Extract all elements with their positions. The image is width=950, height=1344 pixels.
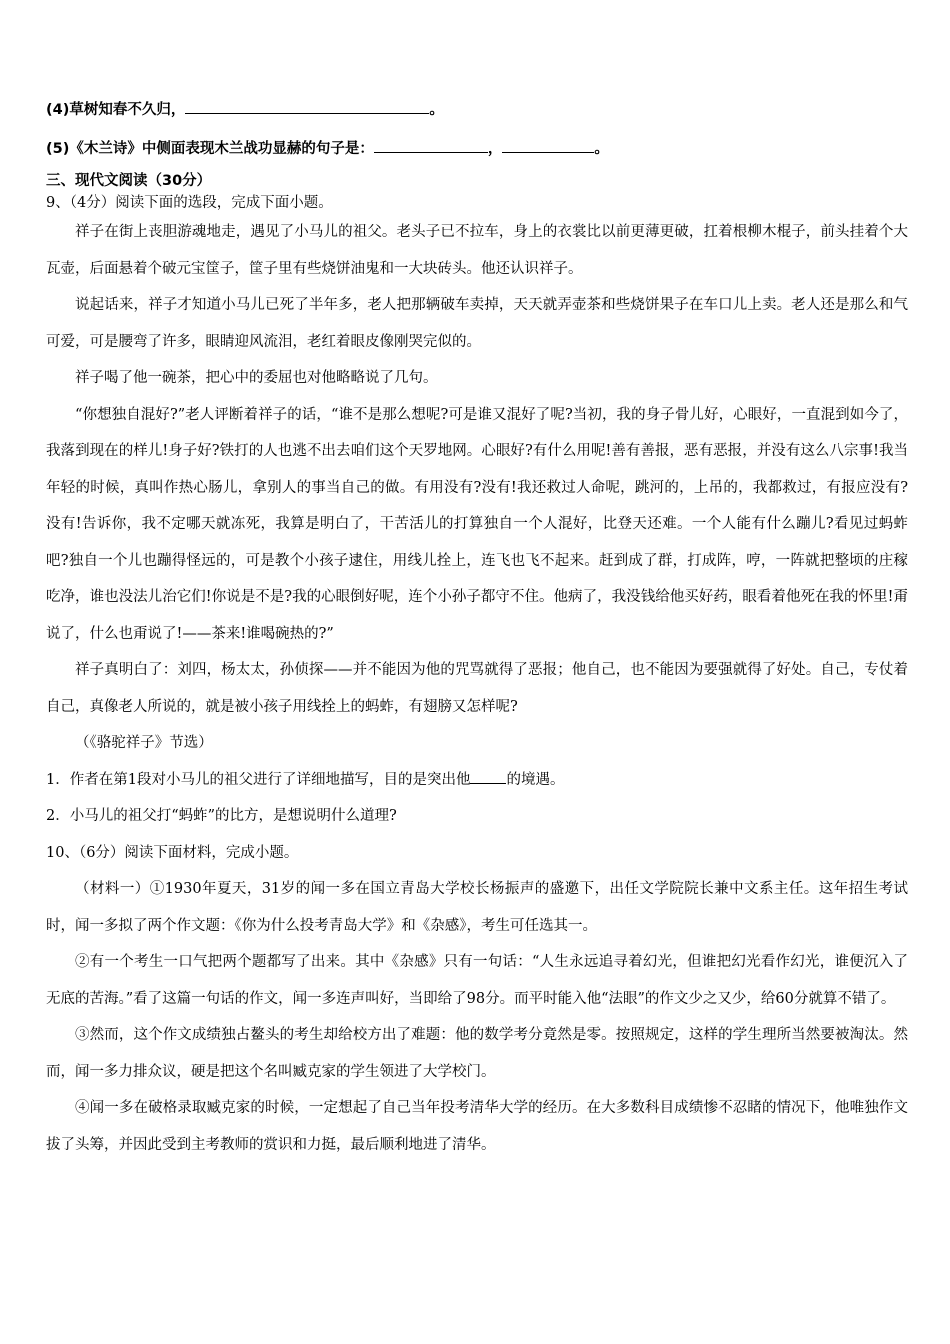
q4-answer-blank[interactable] <box>185 98 429 114</box>
q9-sub1-end: 的境遇。 <box>506 771 565 788</box>
exam-page <box>46 98 908 1163</box>
q5-separator: ， <box>487 141 503 157</box>
q5-answer-blank-1[interactable] <box>374 137 488 153</box>
q9-passage-paragraph: 祥子在街上丧胆游魂地走，遇见了小马儿的祖父。老头子已不拉车，身上的衣裳比以前更薄更破，扛着根柳木棍子，前头挂着个大瓦壶，后面悬着个破元宝筐子，筐子里有些烧饼油鬼和一大块砖头。他还认识祥子。 <box>46 224 908 277</box>
q5-end: 。 <box>594 141 609 157</box>
q9-sub1-text: 1．作者在第1段对小马儿的祖父进行了详细地描写，目的是突出他 <box>46 771 471 788</box>
q9-subquestion-1 <box>46 762 908 799</box>
q9-passage-paragraph: 说起话来，祥子才知道小马儿已死了半年多，老人把那辆破车卖掉，天天就弄壶茶和些烧饼果子在车口儿上卖。老人还是那么和气可爱，可是腰弯了许多，眼睛迎风流泪，老红着眼皮像刚哭完似的。 <box>46 297 908 350</box>
q5-answer-blank-2[interactable] <box>502 137 594 153</box>
q4-end: 。 <box>429 102 444 118</box>
q10-intro: 10、（6分）阅读下面材料，完成小题。 <box>46 844 299 861</box>
q9-passage-paragraph: 祥子真明白了：刘四，杨太太，孙侦探——并不能因为他的咒骂就得了恶报；他自己，也不能因为要强就得了好处。自己，专仗着自己，真像老人所说的，就是被小孩子用线拴上的蚂蚱，有翅膀又怎样呢? <box>46 662 908 715</box>
q4-prompt: (4)草树知春不久归， <box>46 102 186 118</box>
q9-passage-paragraph: 祥子喝了他一碗茶，把心中的委屈也对他略略说了几句。 <box>75 370 438 386</box>
q9-passage-paragraph: “你想独自混好?”老人评断着祥子的话，“谁不是那么想呢?可是谁又混好了呢?当初，我的身子骨儿好，心眼好，一直混到如今了，我落到现在的样儿!身子好?铁打的人也逃不出去咱们这个天罗地网。心眼好?有什么用呢!善有善报，恶有恶报，并没有这么八宗事!我当年轻的时候，真叫作热心肠儿，拿别人的事当自己的做。有用没有?没有!我还救过人命呢，跳河的，上吊的，我都救过，有报应没有?没有!告诉你，我不定哪天就冻死，我算是明白了，干苦活儿的打算独自一个人混好，比登天还难。一个人能有什么蹦儿?看见过蚂蚱吧?独自一个儿也蹦得怪远的，可是教个小孩子逮住，用线儿拴上，连飞也飞不起来。赶到成了群，打成阵，哼，一阵就把整顷的庄稼吃净，谁也没法儿治它们!你说是不是?我的心眼倒好呢，连个小孙子都守不住。他病了，我没钱给他买好药，眼看着他死在我的怀里!甭说了，什么也甭说了!——茶来!谁喝碗热的?” <box>46 406 908 642</box>
q10-material-paragraph: ②有一个考生一口气把两个题都写了出来。其中《杂感》只有一句话：“人生永远追寻着幻光，但谁把幻光看作幻光，谁便沉入了无底的苦海。”看了这篇一句话的作文，闻一多连声叫好，当即给了98分。而平时能入他“法眼”的作文少之又少，给60分就算不错了。 <box>46 954 908 1007</box>
q9-subquestion-2: 2．小马儿的祖父打“蚂蚱”的比方，是想说明什么道理? <box>46 808 397 824</box>
fill-blank-q4 <box>46 98 908 121</box>
q10-material-paragraph: ④闻一多在破格录取臧克家的时候，一定想起了自己当年投考清华大学的经历。在大多数科目成绩惨不忍睹的情况下，他唯独作文拔了头筹，并因此受到主考教师的赏识和力挺，最后顺利地进了清华。 <box>46 1100 908 1153</box>
q10-material-paragraph: ③然而，这个作文成绩独占鳌头的考生却给校方出了难题：他的数学考分竟然是零。按照规定，这样的学生理所当然要被淘汰。然而，闻一多力排众议，硬是把这个名叫臧克家的学生领进了大学校门。 <box>46 1027 908 1080</box>
fill-blank-q5 <box>46 137 908 160</box>
q10-material-paragraph: （材料一）①1930年夏天，31岁的闻一多在国立青岛大学校长杨振声的盛邀下，出任文学院院长兼中文系主任。这年招生考试时，闻一多拟了两个作文题：《你为什么投考青岛大学》和《杂感》，考生可任选其一。 <box>46 881 908 934</box>
q9-source: （《骆驼祥子》节选） <box>75 735 213 751</box>
q9-sub1-answer-blank[interactable] <box>470 768 506 784</box>
q5-prompt: (5)《木兰诗》中侧面表现木兰战功显赫的句子是： <box>46 141 374 157</box>
section-heading: 三、现代文阅读（30分） <box>46 173 212 189</box>
q9-intro: 9、（4分）阅读下面的选段，完成下面小题。 <box>46 195 333 211</box>
